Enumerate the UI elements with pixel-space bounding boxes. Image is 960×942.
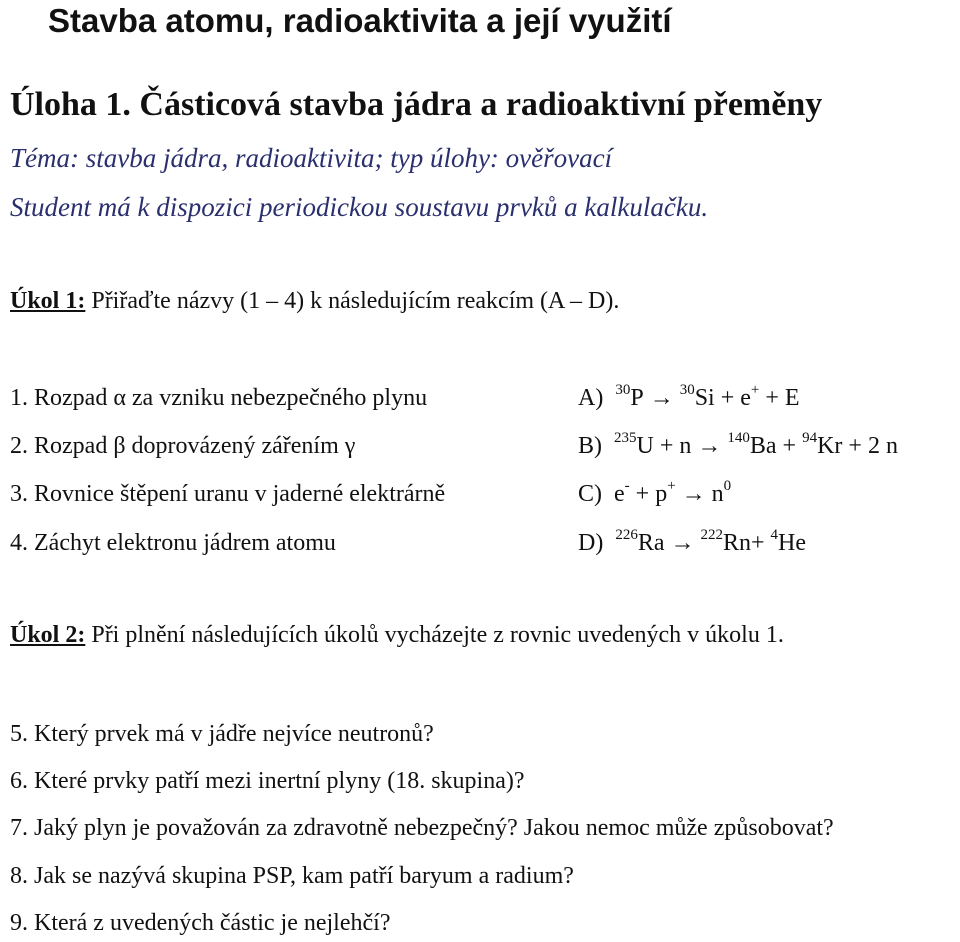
charge: + <box>750 382 760 398</box>
reaction-a <box>578 382 800 412</box>
charge: - <box>624 478 630 494</box>
task-2-label: Úkol 2: <box>10 622 86 648</box>
mass-number: 30 <box>615 382 631 398</box>
mass-number: 235 <box>614 430 637 446</box>
mass-number: 222 <box>700 527 723 543</box>
reaction-letter: D) <box>578 530 604 556</box>
symbol: Rn+ <box>723 530 771 556</box>
mass-number: 30 <box>679 382 695 398</box>
symbol: Kr + 2 n <box>817 433 898 459</box>
arrow-icon: → <box>649 385 674 411</box>
charge: + <box>667 478 676 494</box>
symbol: n <box>711 481 724 507</box>
mass-number: 226 <box>615 527 638 543</box>
symbol: e <box>614 481 625 507</box>
section-heading: Úloha 1. Částicová stavba jádra a radioaktivní přeměny <box>10 86 823 123</box>
reaction-d <box>578 527 807 557</box>
mass-number: 4 <box>770 527 779 543</box>
mass-number: 140 <box>727 430 750 446</box>
task-1 <box>10 288 619 315</box>
topic-line: Téma: stavba jádra, radioaktivita; typ úlohy: ověřovací <box>10 143 613 173</box>
reaction-name-2: 2. Rozpad β doprovázený zářením γ <box>10 433 356 459</box>
reaction-letter: A) <box>578 385 604 411</box>
charge: 0 <box>723 478 732 494</box>
mass-number: 94 <box>802 430 818 446</box>
task-2-text: Při plnění následujících úkolů vycházejte z rovnic uvedených v úkolu 1. <box>85 622 784 648</box>
symbol: P <box>630 385 644 411</box>
reaction-name-3: 3. Rovnice štěpení uranu v jaderné elektrárně <box>10 481 446 507</box>
symbol: Ba + <box>749 433 803 459</box>
symbol: Ra <box>637 530 665 556</box>
symbol: Si + e <box>694 385 751 411</box>
question-5: 5. Který prvek má v jádře nejvíce neutronů? <box>10 721 434 747</box>
arrow-icon: → <box>670 530 695 556</box>
reaction-letter: B) <box>578 433 602 459</box>
question-7: 7. Jaký plyn je považován za zdravotně nebezpečný? Jakou nemoc může způsobovat? <box>10 815 834 841</box>
page-title: Stavba atomu, radioaktivita a její využití <box>48 2 672 39</box>
reaction-name-1: 1. Rozpad α za vzniku nebezpečného plynu <box>10 385 428 411</box>
symbol: + p <box>629 481 668 507</box>
question-9: 9. Která z uvedených částic je nejlehčí? <box>10 910 391 936</box>
question-6: 6. Které prvky patří mezi inertní plyny (18. skupina)? <box>10 768 525 794</box>
reaction-name-4: 4. Záchyt elektronu jádrem atomu <box>10 530 336 556</box>
student-note: Student má k dispozici periodickou soustavu prvků a kalkulačku. <box>10 192 709 222</box>
reaction-b <box>578 430 898 460</box>
task-2 <box>10 622 784 649</box>
symbol: He <box>778 530 807 556</box>
question-8: 8. Jak se nazývá skupina PSP, kam patří baryum a radium? <box>10 863 574 889</box>
task-1-text: Přiřaďte názvy (1 – 4) k následujícím reakcím (A – D). <box>85 288 620 314</box>
symbol: + E <box>759 385 800 411</box>
arrow-icon: → <box>681 481 706 507</box>
reaction-c <box>578 478 732 508</box>
reaction-letter: C) <box>578 481 602 507</box>
symbol: U + n <box>636 433 692 459</box>
task-1-label: Úkol 1: <box>10 288 86 314</box>
arrow-icon: → <box>697 433 722 459</box>
